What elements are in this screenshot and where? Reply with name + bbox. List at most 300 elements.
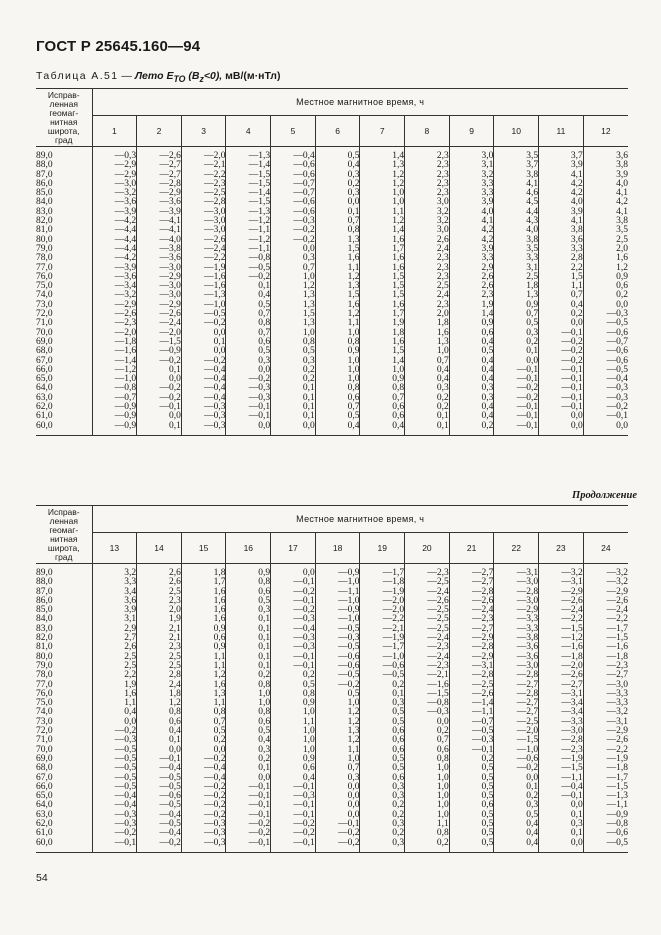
hour-header: 14 xyxy=(137,533,182,564)
lat-column-header xyxy=(36,89,92,147)
value-cell: —0,3 xyxy=(92,820,137,829)
value-cell: 1,0 xyxy=(405,801,450,810)
value-cell: 0,7 xyxy=(271,264,316,273)
table-row xyxy=(36,422,628,436)
value-cell: 0,0 xyxy=(92,718,137,727)
hour-header: 20 xyxy=(405,533,450,564)
value-cell: 0,1 xyxy=(405,412,450,421)
value-cell: —2,2 xyxy=(583,746,628,755)
value-cell: —0,9 xyxy=(92,422,137,436)
value-cell: —0,5 xyxy=(449,727,494,736)
latitude-cell: 65,0 xyxy=(36,374,53,385)
value-cell: 0,5 xyxy=(449,783,494,792)
value-cell: —1,5 xyxy=(405,690,450,699)
value-cell: 0,0 xyxy=(539,412,584,421)
value-cell: —0,2 xyxy=(226,273,271,282)
value-cell: —2,2 xyxy=(583,615,628,624)
lat-column-header xyxy=(36,506,92,564)
value-cell: —0,2 xyxy=(181,811,226,820)
value-cell: 3,3 xyxy=(494,254,539,263)
value-cell: 2,3 xyxy=(405,171,450,180)
value-cell: —1,4 xyxy=(92,357,137,366)
value-cell: 0,7 xyxy=(315,217,360,226)
value-cell: —3,2 xyxy=(583,564,628,579)
value-cell: 1,5 xyxy=(360,347,405,356)
value-cell: —3,6 xyxy=(137,198,182,207)
value-cell: —1,2 xyxy=(92,366,137,375)
value-cell: 1,2 xyxy=(137,699,182,708)
value-cell: 2,3 xyxy=(449,291,494,300)
value-cell: —0,3 xyxy=(315,634,360,643)
value-cell: 0,3 xyxy=(360,839,405,853)
hour-header: 9 xyxy=(449,116,494,147)
value-cell: 0,9 xyxy=(226,564,271,579)
latitude-cell: 71,0 xyxy=(36,318,53,329)
value-cell: 3,2 xyxy=(449,171,494,180)
value-cell: —0,8 xyxy=(226,254,271,263)
value-cell: —2,6 xyxy=(449,690,494,699)
value-cell: —0,2 xyxy=(271,829,316,838)
value-cell: —3,2 xyxy=(92,291,137,300)
value-cell: 2,5 xyxy=(405,282,450,291)
hour-header: 18 xyxy=(315,533,360,564)
value-cell: 1,8 xyxy=(360,329,405,338)
value-cell: 0,5 xyxy=(360,764,405,773)
value-cell: 1,3 xyxy=(315,282,360,291)
value-cell: —0,5 xyxy=(360,671,405,680)
value-cell: 1,5 xyxy=(271,310,316,319)
lat-header-line: широта, xyxy=(47,542,80,553)
value-cell: —1,8 xyxy=(360,578,405,587)
value-cell: 0,7 xyxy=(360,394,405,403)
value-cell: 1,3 xyxy=(494,291,539,300)
value-cell: —2,7 xyxy=(137,161,182,170)
value-cell: —2,2 xyxy=(539,615,584,624)
value-cell: —0,2 xyxy=(539,347,584,356)
latitude-cell: 64,0 xyxy=(36,383,53,394)
value-cell: —0,4 xyxy=(92,792,137,801)
value-cell: 3,3 xyxy=(449,180,494,189)
value-cell: 1,4 xyxy=(360,147,405,162)
value-cell: 0,4 xyxy=(315,161,360,170)
value-cell: 0,5 xyxy=(449,820,494,829)
value-cell: —3,0 xyxy=(494,597,539,606)
latitude-cell: 79,0 xyxy=(36,243,53,254)
value-cell: —0,2 xyxy=(271,606,316,615)
latitude-cell: 72,0 xyxy=(36,726,53,737)
value-cell: —1,2 xyxy=(539,634,584,643)
value-cell: 1,7 xyxy=(360,310,405,319)
value-cell: 1,6 xyxy=(360,301,405,310)
hour-header: 13 xyxy=(92,533,137,564)
value-cell: 2,3 xyxy=(405,254,450,263)
value-cell: —2,0 xyxy=(181,147,226,162)
value-cell: 4,2 xyxy=(539,189,584,198)
value-cell: 0,0 xyxy=(271,564,316,579)
value-cell: —1,5 xyxy=(226,180,271,189)
value-cell: 1,1 xyxy=(405,820,450,829)
value-cell: 3,9 xyxy=(92,606,137,615)
caption-dash: — xyxy=(121,70,132,82)
value-cell: —0,3 xyxy=(583,384,628,393)
value-cell: 1,3 xyxy=(360,161,405,170)
value-cell: 3,3 xyxy=(92,578,137,587)
value-cell: —0,5 xyxy=(137,783,182,792)
caption-condition-rest: <0), xyxy=(203,70,223,82)
value-cell: 0,6 xyxy=(226,338,271,347)
value-cell: —0,1 xyxy=(226,412,271,421)
value-cell: —0,1 xyxy=(226,839,271,853)
value-cell: —2,3 xyxy=(181,180,226,189)
latitude-cell: 81,0 xyxy=(36,642,53,653)
hour-header: 6 xyxy=(315,116,360,147)
value-cell: 1,0 xyxy=(226,699,271,708)
value-cell: —1,0 xyxy=(92,375,137,384)
value-cell: —0,1 xyxy=(226,783,271,792)
value-cell: —2,8 xyxy=(449,588,494,597)
value-cell: —0,6 xyxy=(315,662,360,671)
hour-header: 5 xyxy=(271,116,316,147)
value-cell: 0,5 xyxy=(315,147,360,162)
value-cell: —2,9 xyxy=(583,727,628,736)
value-cell: 1,0 xyxy=(271,736,316,745)
value-cell: 2,6 xyxy=(137,564,182,579)
value-cell: —2,7 xyxy=(449,578,494,587)
value-cell: 1,2 xyxy=(315,708,360,717)
value-cell: —1,0 xyxy=(494,746,539,755)
value-cell: 2,8 xyxy=(137,671,182,680)
value-cell: 4,1 xyxy=(583,189,628,198)
value-cell: —2,2 xyxy=(181,171,226,180)
value-cell: —0,1 xyxy=(271,783,316,792)
page-number: 54 xyxy=(36,872,48,884)
value-cell: —0,9 xyxy=(92,403,137,412)
value-cell: 4,0 xyxy=(583,180,628,189)
value-cell: —0,2 xyxy=(226,829,271,838)
value-cell: 0,1 xyxy=(226,764,271,773)
value-cell: 0,2 xyxy=(226,755,271,764)
table-row xyxy=(36,839,628,853)
value-cell: 0,5 xyxy=(226,301,271,310)
value-cell: —2,6 xyxy=(181,236,226,245)
latitude-cell: 67,0 xyxy=(36,772,53,783)
value-cell: —3,4 xyxy=(539,699,584,708)
latitude-cell: 83,0 xyxy=(36,623,53,634)
value-cell: —3,0 xyxy=(181,217,226,226)
latitude-cell: 63,0 xyxy=(36,392,53,403)
value-cell: 1,1 xyxy=(315,264,360,273)
latitude-cell: 61,0 xyxy=(36,828,53,839)
value-cell: 0,9 xyxy=(271,699,316,708)
value-cell: —0,3 xyxy=(449,736,494,745)
value-cell: —1,3 xyxy=(226,208,271,217)
hour-header: 22 xyxy=(494,533,539,564)
value-cell: 1,8 xyxy=(137,690,182,699)
hour-header: 21 xyxy=(449,533,494,564)
caption-season: Лето xyxy=(134,70,164,82)
value-cell: 0,6 xyxy=(181,634,226,643)
value-cell: —0,4 xyxy=(181,394,226,403)
value-cell: —0,1 xyxy=(583,412,628,421)
value-cell: —1,3 xyxy=(583,792,628,801)
value-cell: 1,2 xyxy=(315,310,360,319)
value-cell: 2,3 xyxy=(405,147,450,162)
value-cell: 0,6 xyxy=(271,764,316,773)
value-cell: 1,6 xyxy=(92,690,137,699)
value-cell: —1,5 xyxy=(583,783,628,792)
value-cell: —0,6 xyxy=(271,171,316,180)
value-cell: —2,4 xyxy=(405,634,450,643)
value-cell: 0,4 xyxy=(137,727,182,736)
value-cell: 0,1 xyxy=(494,347,539,356)
value-cell: —2,7 xyxy=(583,671,628,680)
value-cell: —2,7 xyxy=(449,625,494,634)
hour-header: 10 xyxy=(494,116,539,147)
value-cell: 1,0 xyxy=(405,792,450,801)
value-cell: —2,7 xyxy=(494,708,539,717)
value-cell: 0,1 xyxy=(137,366,182,375)
value-cell: —0,2 xyxy=(92,727,137,736)
value-cell: 0,1 xyxy=(405,422,450,436)
lat-header-line: Исправ- xyxy=(47,89,80,100)
value-cell: 0,4 xyxy=(405,366,450,375)
value-cell: 3,5 xyxy=(494,147,539,162)
value-cell: 0,4 xyxy=(226,291,271,300)
latitude-cell: 86,0 xyxy=(36,178,53,189)
value-cell: —0,4 xyxy=(181,375,226,384)
value-cell: —0,3 xyxy=(181,839,226,853)
value-cell: 0,0 xyxy=(539,801,584,810)
value-cell: —1,7 xyxy=(583,774,628,783)
hour-header: 15 xyxy=(181,533,226,564)
value-cell: —2,9 xyxy=(449,653,494,662)
value-cell: —2,5 xyxy=(494,718,539,727)
hours-row xyxy=(36,116,628,147)
latitude-cell: 84,0 xyxy=(36,197,53,208)
value-cell: 0,2 xyxy=(449,755,494,764)
latitude-cell: 73,0 xyxy=(36,716,53,727)
table-1-body xyxy=(36,147,628,436)
value-cell: —1,7 xyxy=(360,643,405,652)
value-cell: 0,3 xyxy=(360,820,405,829)
value-cell: 1,0 xyxy=(360,366,405,375)
value-cell: 1,1 xyxy=(181,662,226,671)
value-cell: 1,9 xyxy=(449,301,494,310)
value-cell: 2,7 xyxy=(92,634,137,643)
value-cell: 3,3 xyxy=(449,254,494,263)
value-cell: —1,0 xyxy=(315,578,360,587)
value-cell: 0,3 xyxy=(226,746,271,755)
value-cell: —2,9 xyxy=(137,301,182,310)
value-cell: 0,0 xyxy=(583,301,628,310)
value-cell: 1,2 xyxy=(271,282,316,291)
latitude-cell: 80,0 xyxy=(36,651,53,662)
value-cell: 0,5 xyxy=(449,839,494,853)
value-cell: —0,1 xyxy=(539,792,584,801)
value-cell: 4,5 xyxy=(494,198,539,207)
value-cell: 2,3 xyxy=(405,189,450,198)
value-cell: —0,6 xyxy=(271,208,316,217)
value-cell: 0,4 xyxy=(315,422,360,436)
value-cell: 3,3 xyxy=(539,245,584,254)
value-cell: 1,5 xyxy=(539,273,584,282)
value-cell: —1,8 xyxy=(583,764,628,773)
value-cell: —2,5 xyxy=(405,606,450,615)
value-cell: —2,0 xyxy=(539,662,584,671)
value-cell: 3,6 xyxy=(583,147,628,162)
value-cell: —0,5 xyxy=(583,366,628,375)
value-cell: 3,8 xyxy=(583,217,628,226)
value-cell: 0,8 xyxy=(226,319,271,328)
value-cell: —2,0 xyxy=(137,329,182,338)
value-cell: —0,3 xyxy=(271,643,316,652)
value-cell: 3,5 xyxy=(494,245,539,254)
latitude-cell: 67,0 xyxy=(36,355,53,366)
value-cell: 0,2 xyxy=(360,801,405,810)
value-cell: —0,5 xyxy=(315,625,360,634)
value-cell: 0,5 xyxy=(449,811,494,820)
value-cell: —0,2 xyxy=(181,357,226,366)
value-cell: —2,6 xyxy=(539,597,584,606)
value-cell: —0,7 xyxy=(271,180,316,189)
value-cell: 1,9 xyxy=(92,681,137,690)
value-cell: 1,4 xyxy=(360,357,405,366)
latitude-cell: 89,0 xyxy=(36,151,53,161)
latitude-cell: 77,0 xyxy=(36,262,53,273)
value-cell: 0,4 xyxy=(449,403,494,412)
latitude-cell: 84,0 xyxy=(36,614,53,625)
value-cell: —1,6 xyxy=(539,643,584,652)
value-cell: —2,9 xyxy=(494,606,539,615)
value-cell: —0,1 xyxy=(271,801,316,810)
value-cell: —0,5 xyxy=(583,839,628,853)
value-cell: 0,4 xyxy=(360,422,405,436)
value-cell: 1,2 xyxy=(315,736,360,745)
latitude-cell: 72,0 xyxy=(36,309,53,320)
value-cell: 1,0 xyxy=(271,727,316,736)
value-cell: —1,0 xyxy=(315,615,360,624)
value-cell: 0,7 xyxy=(181,718,226,727)
value-cell: 0,5 xyxy=(181,727,226,736)
value-cell: —0,1 xyxy=(92,839,137,853)
value-cell: 0,0 xyxy=(181,347,226,356)
hour-header: 11 xyxy=(539,116,584,147)
value-cell: 0,5 xyxy=(449,764,494,773)
value-cell: 0,1 xyxy=(271,403,316,412)
hour-header: 23 xyxy=(539,533,584,564)
value-cell: 1,6 xyxy=(181,588,226,597)
value-cell: —3,1 xyxy=(539,690,584,699)
value-cell: —0,7 xyxy=(583,338,628,347)
caption-units: мВ/(м·нТл) xyxy=(225,70,281,82)
value-cell: —1,3 xyxy=(226,147,271,162)
lat-header-line: нитная xyxy=(50,533,78,544)
value-cell: 0,2 xyxy=(405,839,450,853)
value-cell: —2,6 xyxy=(449,597,494,606)
value-cell: 2,5 xyxy=(92,653,137,662)
value-cell: 0,5 xyxy=(449,774,494,783)
value-cell: 0,4 xyxy=(449,412,494,421)
value-cell: 0,8 xyxy=(315,226,360,235)
value-cell: 0,0 xyxy=(539,319,584,328)
value-cell: —2,4 xyxy=(539,606,584,615)
value-cell: 0,6 xyxy=(360,727,405,736)
value-cell: —1,6 xyxy=(583,643,628,652)
hours-row xyxy=(36,533,628,564)
value-cell: —0,5 xyxy=(226,264,271,273)
value-cell: 0,0 xyxy=(137,412,182,421)
value-cell: —0,6 xyxy=(583,829,628,838)
value-cell: 3,0 xyxy=(405,198,450,207)
value-cell: 0,0 xyxy=(181,746,226,755)
value-cell: 0,8 xyxy=(271,690,316,699)
value-cell: 0,3 xyxy=(449,384,494,393)
value-cell: —1,1 xyxy=(226,245,271,254)
value-cell: 0,8 xyxy=(226,708,271,717)
value-cell: 4,1 xyxy=(539,217,584,226)
value-cell: 2,8 xyxy=(539,254,584,263)
value-cell: —0,2 xyxy=(137,384,182,393)
value-cell: 1,7 xyxy=(181,578,226,587)
value-cell: —0,2 xyxy=(137,394,182,403)
hour-header: 12 xyxy=(583,116,628,147)
value-cell: 1,0 xyxy=(405,774,450,783)
value-cell: 0,6 xyxy=(360,746,405,755)
value-cell: 0,3 xyxy=(315,774,360,783)
value-cell: —0,1 xyxy=(271,662,316,671)
value-cell: 2,6 xyxy=(137,578,182,587)
value-cell: 0,3 xyxy=(315,189,360,198)
value-cell: 1,3 xyxy=(181,690,226,699)
value-cell: —2,3 xyxy=(539,746,584,755)
latitude-cell: 82,0 xyxy=(36,633,53,644)
value-cell: 0,3 xyxy=(271,357,316,366)
value-cell: 4,2 xyxy=(539,180,584,189)
value-cell: 0,6 xyxy=(226,718,271,727)
value-cell: —0,2 xyxy=(494,384,539,393)
value-cell: 0,4 xyxy=(494,839,539,853)
value-cell: —0,6 xyxy=(271,161,316,170)
value-cell: —3,0 xyxy=(494,578,539,587)
value-cell: —0,4 xyxy=(137,811,182,820)
value-cell: 0,2 xyxy=(405,403,450,412)
latitude-cell: 69,0 xyxy=(36,336,53,347)
value-cell: 2,6 xyxy=(92,643,137,652)
value-cell: 2,4 xyxy=(405,245,450,254)
table-row xyxy=(36,147,628,162)
value-cell: 0,0 xyxy=(271,422,316,436)
value-cell: 0,0 xyxy=(315,811,360,820)
value-cell: 0,3 xyxy=(405,384,450,393)
value-cell: 0,5 xyxy=(315,690,360,699)
value-cell: —0,9 xyxy=(583,811,628,820)
value-cell: 0,3 xyxy=(539,820,584,829)
value-cell: —0,3 xyxy=(226,384,271,393)
lat-header-line: ленная xyxy=(49,98,78,109)
value-cell: 0,0 xyxy=(226,366,271,375)
value-cell: —0,5 xyxy=(92,783,137,792)
value-cell: —1,6 xyxy=(181,273,226,282)
value-cell: —3,8 xyxy=(494,634,539,643)
value-cell: 1,0 xyxy=(315,366,360,375)
value-cell: 2,5 xyxy=(92,662,137,671)
lat-header-line: град xyxy=(54,134,73,145)
latitude-cell: 60,0 xyxy=(36,422,92,436)
value-cell: 0,5 xyxy=(449,347,494,356)
value-cell: 0,3 xyxy=(360,792,405,801)
value-cell: —0,2 xyxy=(494,764,539,773)
value-cell: 1,6 xyxy=(181,615,226,624)
